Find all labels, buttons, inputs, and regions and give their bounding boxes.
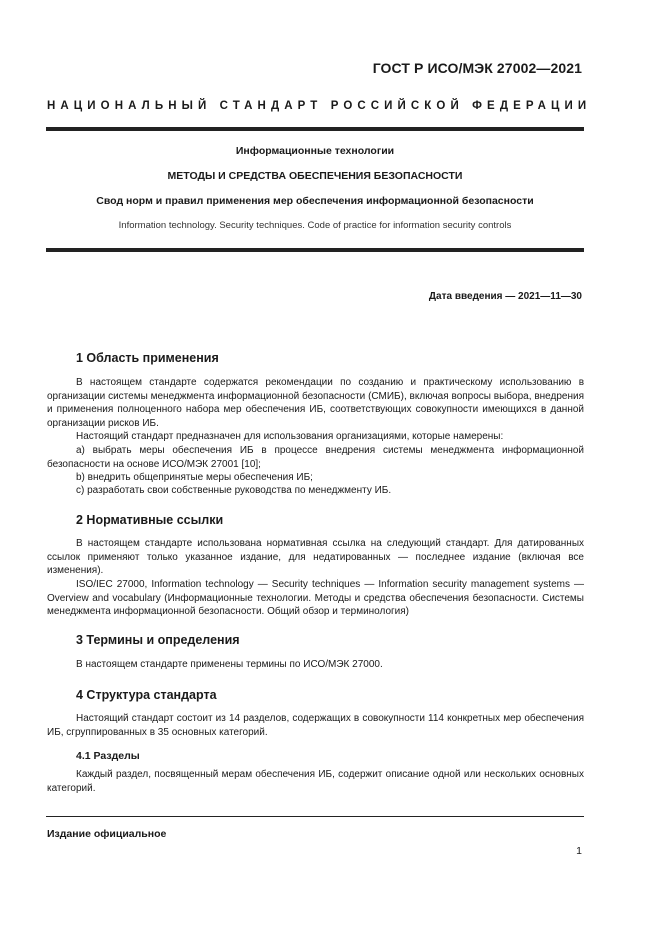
- section-4-paragraph-1: Настоящий стандарт состоит из 14 разделов, содержащих в совокупности 114 конкретных мер обеспечения ИБ, сгруппированных в 35 основных категорий.: [47, 713, 584, 738]
- footer-rule: [46, 816, 584, 817]
- section-1-heading: 1 Область применения: [76, 351, 219, 365]
- introduction-date: Дата введения — 2021—11—30: [428, 291, 582, 302]
- subsection-4-1-heading: 4.1 Разделы: [76, 750, 140, 762]
- title-bottom-rule: [46, 248, 584, 252]
- page-number: 1: [576, 845, 582, 857]
- section-2-paragraph-1: В настоящем стандарте использована нормативная ссылка на следующий стандарт. Для датированных ссылок применяют только указанное издание, для недатированных — последнее издание (включая все изменения).: [47, 538, 584, 577]
- title-line-1: Информационные технологии: [235, 145, 395, 157]
- national-standard-banner: НАЦИОНАЛЬНЫЙ СТАНДАРТ РОССИЙСКОЙ ФЕДЕРАЦИИ: [47, 100, 592, 112]
- section-4-heading: 4 Структура стандарта: [76, 688, 217, 702]
- section-2-heading: 2 Нормативные ссылки: [76, 513, 224, 527]
- section-3-paragraph-1: В настоящем стандарте применены термины по ИСО/МЭК 27000.: [76, 659, 383, 670]
- top-rule: [46, 127, 584, 131]
- section-3-heading: 3 Термины и определения: [76, 633, 240, 647]
- official-edition-label: Издание официальное: [47, 828, 167, 840]
- section-1-paragraph-2: Настоящий стандарт предназначен для использования организациями, которые намерены:: [76, 431, 504, 442]
- section-1-paragraph-1: В настоящем стандарте содержатся рекомендации по созданию и практическому использованию в организации системы менеджмента информационной безопасности (СМИБ), включая вопросы выбора, внедрения и применения полноценного набора мер обеспечения ИБ, соответствующих совокупности имеющихся в данной организации рисков ИБ.: [47, 377, 584, 429]
- subsection-4-1-paragraph: Каждый раздел, посвященный мерам обеспечения ИБ, содержит описание одной или нескольких основных категорий.: [47, 769, 584, 794]
- section-1-item-c: c) разработать свои собственные руководства по менеджменту ИБ.: [76, 485, 392, 496]
- title-line-2: МЕТОДЫ И СРЕДСТВА ОБЕСПЕЧЕНИЯ БЕЗОПАСНОСТИ: [167, 170, 463, 182]
- title-line-3: Свод норм и правил применения мер обеспечения информационной безопасности: [96, 195, 534, 207]
- title-english: Information technology. Security techniques. Code of practice for information security controls: [118, 220, 512, 231]
- section-1-item-b: b) внедрить общепринятые меры обеспечения ИБ;: [76, 472, 313, 483]
- standard-code: ГОСТ Р ИСО/МЭК 27002—2021: [372, 60, 582, 76]
- section-1-item-a: a) выбрать меры обеспечения ИБ в процессе внедрения системы менеджмента информационной безопасности на основе ИСО/МЭК 27001 [10];: [47, 445, 584, 470]
- section-2-paragraph-2: ISO/IEC 27000, Information technology — Security techniques — Information security management systems — Overview and vocabulary (Информационные технологии. Методы и средства обеспечения безопасности. Системы менеджмента информационной безопасности. Общий обзор и терминология): [47, 579, 584, 618]
